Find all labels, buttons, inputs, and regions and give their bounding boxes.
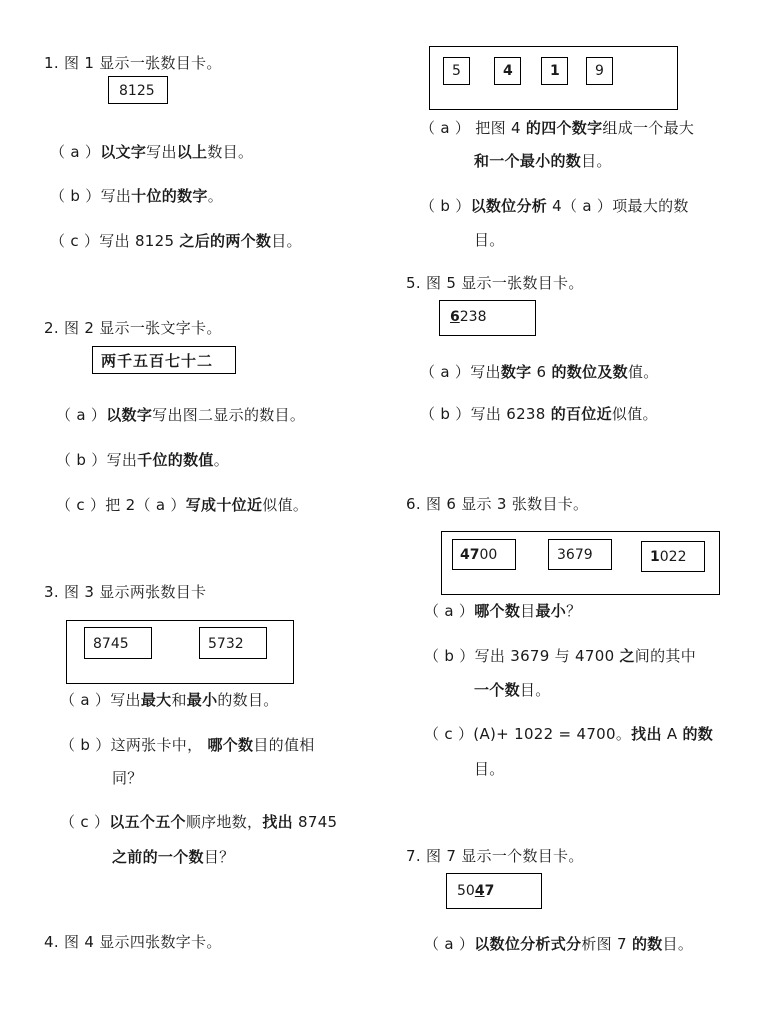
q6-c-text: 的数 bbox=[682, 725, 714, 743]
q1-a-text: 数目。 bbox=[207, 143, 254, 161]
q1-a-text: 以上 bbox=[176, 143, 208, 161]
q6-part-b bbox=[424, 646, 696, 666]
q4-card3-value: 1 bbox=[550, 63, 560, 79]
q1-part-c bbox=[50, 231, 302, 251]
q5-part-a bbox=[420, 362, 659, 382]
q3-a-text: 最大 bbox=[140, 691, 172, 709]
q3-b-text: 哪个数 bbox=[207, 736, 254, 754]
q3-b-label: （ b ） bbox=[60, 736, 111, 754]
q3-part-a bbox=[60, 690, 279, 710]
q4-card1-value: 5 bbox=[452, 63, 461, 79]
q2-title: 2. 图 2 显示一张文字卡。 bbox=[44, 319, 222, 337]
q4-a-label: （ a ） bbox=[420, 119, 471, 137]
q4-b-text: 以数位分析 bbox=[470, 197, 548, 215]
q7-card-digit-4: 4 bbox=[474, 883, 485, 899]
q3-a-text: 和 bbox=[171, 691, 187, 709]
q6-b-text: 间的其中 bbox=[634, 647, 696, 665]
q1-b-text: 十位的数字 bbox=[131, 187, 208, 205]
q2-b-text: 千位的数值 bbox=[137, 451, 214, 469]
q6-card1-bold: 47 bbox=[460, 547, 480, 563]
q3-part-b-line2: 同？ bbox=[112, 769, 143, 787]
q1-b-text: 写出 bbox=[100, 187, 132, 205]
q4-digit-card-1 bbox=[443, 57, 470, 85]
q1-c-text: 目。 bbox=[271, 232, 302, 250]
q4-a-text: 把图 4 bbox=[470, 119, 526, 137]
q3-number-card-2 bbox=[199, 627, 267, 659]
q6-a-text: 最小 bbox=[535, 602, 567, 620]
q5-part-b bbox=[420, 404, 658, 424]
q5-a-label: （ a ） bbox=[420, 363, 471, 381]
q6-card1-rest: 00 bbox=[479, 547, 498, 563]
q2-a-label: （ a ） bbox=[56, 406, 107, 424]
q6-c-text: 找出 bbox=[631, 725, 662, 743]
q2-word-card bbox=[92, 346, 236, 374]
q3-c-text: 以五个五个 bbox=[109, 813, 186, 831]
q3-title: 3. 图 3 显示两张数目卡 bbox=[44, 583, 207, 601]
q1-number-card bbox=[108, 76, 168, 104]
q5-a-text: 值。 bbox=[627, 363, 659, 381]
q7-a-text: 析图 7 bbox=[581, 935, 632, 953]
q6-a-text: ？ bbox=[566, 602, 582, 620]
q4-part-a bbox=[420, 118, 694, 138]
q1-title: 1. 图 1 显示一张数目卡。 bbox=[44, 54, 222, 72]
q3-card2-value: 5732 bbox=[208, 636, 244, 652]
q4-a-text: 组成一个最大 bbox=[602, 119, 695, 137]
q3-b-text: 这两张卡中， bbox=[110, 736, 208, 754]
q5-b-label: （ b ） bbox=[420, 405, 471, 423]
q2-card-value: 两千五百七十二 bbox=[101, 352, 214, 370]
q6-part-b-line2 bbox=[474, 680, 551, 700]
q6-card3-bold: 1 bbox=[650, 549, 660, 565]
q1-card-value: 8125 bbox=[119, 83, 155, 99]
q4-part-b bbox=[420, 196, 689, 216]
q2-b-label: （ b ） bbox=[56, 451, 107, 469]
q1-a-label: （ a ） bbox=[50, 143, 101, 161]
q4-digit-card-4 bbox=[586, 57, 613, 85]
q4-digit-card-3 bbox=[541, 57, 568, 85]
q4-part-a-line2 bbox=[474, 151, 612, 171]
q2-part-c bbox=[56, 495, 308, 515]
q7-title: 7. 图 7 显示一个数目卡。 bbox=[406, 847, 584, 865]
q3-c-text: 顺序地数， bbox=[185, 813, 263, 831]
q6-b-text: 之 bbox=[619, 647, 635, 665]
q3-part-b bbox=[60, 735, 315, 755]
q2-c-label: （ c ） bbox=[56, 496, 106, 514]
q2-part-a bbox=[56, 405, 305, 425]
q5-b-text: 似值。 bbox=[611, 405, 658, 423]
q5-a-text: 写出 bbox=[470, 363, 501, 381]
q7-card-digit-7: 7 bbox=[484, 883, 495, 899]
q4-part-b-line2: 目。 bbox=[474, 231, 505, 249]
q2-a-text: 写出图二显示的数目。 bbox=[152, 406, 306, 424]
q5-a-text: 的数位及数 bbox=[551, 363, 628, 381]
q3-c-text: 找出 bbox=[262, 813, 293, 831]
q7-part-a bbox=[424, 934, 693, 954]
q6-c-text: (A)+ 1022 = 4700。 bbox=[473, 725, 632, 743]
q7-number-card bbox=[446, 873, 542, 909]
q5-a-text: 数字 bbox=[500, 363, 532, 381]
q6-part-c-line2: 目。 bbox=[474, 760, 505, 778]
q1-a-text: 以文字 bbox=[100, 143, 147, 161]
q4-a-text: 目。 bbox=[581, 152, 612, 170]
q3-c-text: 目？ bbox=[203, 848, 235, 866]
q6-a-label: （ a ） bbox=[424, 602, 475, 620]
q1-a-text: 写出 bbox=[146, 143, 177, 161]
q6-c-label: （ c ） bbox=[424, 725, 474, 743]
q3-part-c-line2 bbox=[112, 847, 234, 867]
q5-a-text: 6 bbox=[531, 363, 552, 381]
q3-c-text: 8745 bbox=[292, 813, 338, 831]
q3-a-label: （ a ） bbox=[60, 691, 111, 709]
q3-a-text: 最小 bbox=[186, 691, 218, 709]
q1-part-b bbox=[50, 186, 223, 206]
q1-c-label: （ c ） bbox=[50, 232, 100, 250]
q7-card-plain: 50 bbox=[457, 883, 475, 899]
q5-card-digit-6: 6 bbox=[450, 309, 460, 325]
q4-title: 4. 图 4 显示四张数字卡。 bbox=[44, 933, 222, 951]
q2-b-text: 写出 bbox=[106, 451, 138, 469]
q7-a-text: 目。 bbox=[662, 935, 694, 953]
q4-a-text: 和一个最小的数 bbox=[474, 152, 582, 170]
q3-a-text: 的数目。 bbox=[217, 691, 279, 709]
q2-a-text: 以数字 bbox=[106, 406, 153, 424]
q6-part-a bbox=[424, 601, 581, 621]
q6-part-c bbox=[424, 724, 713, 744]
q6-b-text: 写出 3679 与 4700 bbox=[474, 647, 620, 665]
q6-number-card-2 bbox=[548, 539, 612, 570]
q7-a-text: 的数 bbox=[631, 935, 663, 953]
q1-b-label: （ b ） bbox=[50, 187, 101, 205]
q2-part-b bbox=[56, 450, 229, 470]
q3-number-card-1 bbox=[84, 627, 152, 659]
q6-a-text: 哪个数 bbox=[474, 602, 521, 620]
q6-c-text: A bbox=[661, 725, 683, 743]
q5-card-rest: 238 bbox=[459, 309, 487, 325]
q6-number-card-3 bbox=[641, 541, 705, 572]
q6-a-text: 目 bbox=[520, 602, 536, 620]
q5-title: 5. 图 5 显示一张数目卡。 bbox=[406, 274, 584, 292]
q3-card1-value: 8745 bbox=[93, 636, 129, 652]
q3-part-c bbox=[60, 812, 337, 832]
q5-b-text: 的百位近 bbox=[550, 405, 612, 423]
q6-number-card-1 bbox=[452, 539, 516, 570]
q7-a-label: （ a ） bbox=[424, 935, 475, 953]
q7-a-text: 以数位分析式分 bbox=[474, 935, 582, 953]
q6-b-text: 目。 bbox=[519, 681, 551, 699]
q3-a-text: 写出 bbox=[110, 691, 141, 709]
q3-b-text: 目的值相 bbox=[253, 736, 315, 754]
q6-card3-rest: 022 bbox=[659, 549, 687, 565]
q4-digit-card-2 bbox=[494, 57, 521, 85]
q4-card2-value: 4 bbox=[503, 63, 513, 79]
q1-part-a bbox=[50, 142, 253, 162]
q5-b-text: 写出 6238 bbox=[470, 405, 551, 423]
q4-b-text: 4（ a ）项最大的数 bbox=[547, 197, 689, 215]
q1-c-text: 之后的两个数 bbox=[179, 232, 272, 250]
q3-c-label: （ c ） bbox=[60, 813, 110, 831]
q3-c-text: 之前的一个数 bbox=[112, 848, 204, 866]
q2-c-text: 写成十位近 bbox=[185, 496, 263, 514]
q1-c-text: 写出 8125 bbox=[99, 232, 180, 250]
q4-card4-value: 9 bbox=[595, 63, 604, 79]
q6-b-text: 一个数 bbox=[474, 681, 520, 699]
q5-number-card bbox=[439, 300, 536, 336]
q2-c-text: 似值。 bbox=[262, 496, 309, 514]
q6-title: 6. 图 6 显示 3 张数目卡。 bbox=[406, 495, 589, 513]
q4-a-text: 的四个数字 bbox=[525, 119, 603, 137]
q6-card2-value: 3679 bbox=[557, 547, 593, 563]
q2-c-text: 把 2（ a ） bbox=[105, 496, 186, 514]
q2-b-text: 。 bbox=[213, 451, 229, 469]
q6-b-label: （ b ） bbox=[424, 647, 475, 665]
q1-b-text: 。 bbox=[207, 187, 223, 205]
q4-b-label: （ b ） bbox=[420, 197, 471, 215]
